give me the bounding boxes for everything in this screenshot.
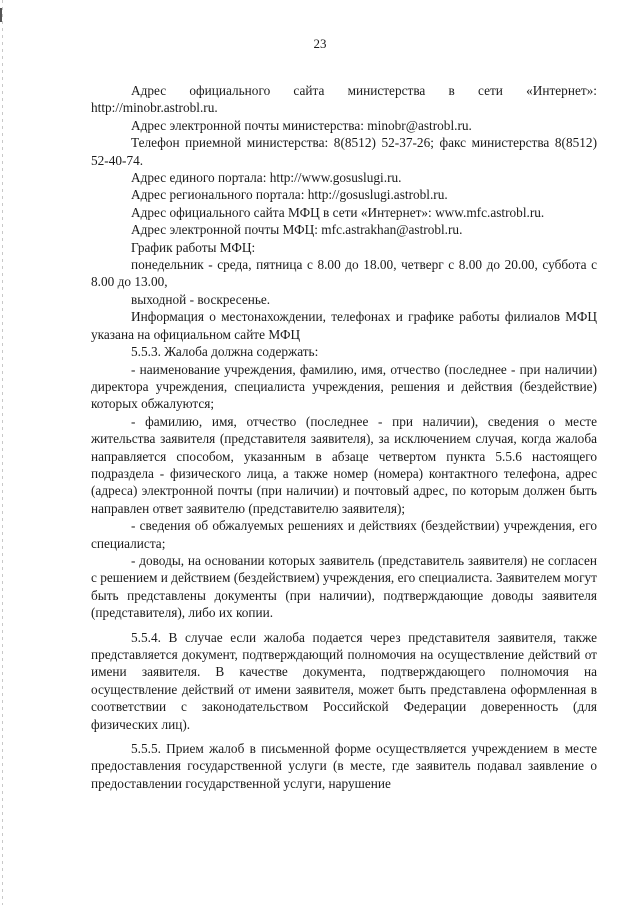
paragraph: - фамилию, имя, отчество (последнее - при наличии), сведения о месте жительства заявителя (представителя заявителя), за исключением случая, когда жалоба направляется способом, указанным в абзаце четвертом пункта 5.5.6 настоящего подраздела - физического лица, а также номер (номера) контактного телефона, адрес (адреса) электронной почты (при наличии) и почтовый адрес, по которым должен быть направлен ответ заявителю (представителю заявителя);: [91, 413, 597, 516]
paragraph: Адрес электронной почты МФЦ: mfc.astrakhan@astrobl.ru.: [131, 222, 463, 238]
page-number: 23: [313, 36, 327, 51]
paragraph: 5.5.4. В случае если жалоба подается через представителя заявителя, также представляется документ, подтверждающий полномочия на осуществление действий от имени заявителя. В качестве документа, подтверждающего полномочия на осуществление действий от имени заявителя, может быть представлена оформленная в соответствии с законодательством Российской Федерации доверенность (для физических лиц).: [91, 629, 597, 732]
paragraph: Адрес регионального портала: http://gosuslugi.astrobl.ru.: [131, 187, 448, 203]
paragraph: График работы МФЦ:: [131, 239, 256, 255]
paragraph: выходной - воскресенье.: [131, 291, 271, 307]
paragraph: Телефон приемной министерства: 8(8512) 52-37-26; факс министерства 8(8512) 52-40-74.: [91, 135, 597, 168]
paragraph: Информация о местонахождении, телефонах и графике работы филиалов МФЦ указана на официальном сайте МФЦ: [91, 309, 597, 342]
paragraph: Адрес официального сайта МФЦ в сети «Интернет»: www.mfc.astrobl.ru.: [131, 204, 545, 220]
paragraph: Адрес электронной почты министерства: minobr@astrobl.ru.: [131, 117, 472, 133]
paragraph: 5.5.5. Прием жалоб в письменной форме осуществляется учреждением в месте предоставления государственной услуги (в месте, где заявитель подавал заявление о предоставлении государственной услуги, нарушение: [91, 741, 597, 791]
paragraph: Адрес единого портала: http://www.gosuslugi.ru.: [131, 170, 402, 186]
page-edge: [2, 0, 3, 905]
paragraph: - сведения об обжалуемых решениях и действиях (бездействии) учреждения, его специалиста;: [91, 518, 597, 551]
page-mark: [0, 8, 2, 22]
paragraph: понедельник - среда, пятница с 8.00 до 18.00, четверг с 8.00 до 20.00, суббота с 8.00 до 13.00,: [91, 257, 597, 290]
paragraph: - наименование учреждения, фамилию, имя, отчество (последнее - при наличии) директора учреждения, специалиста учреждения, решения и действия (бездействие) которых обжалуются;: [91, 361, 597, 412]
paragraph: 5.5.3. Жалоба должна содержать:: [131, 344, 319, 360]
document-body: [91, 82, 597, 792]
paragraph: Адрес официального сайта министерства в сети «Интернет»: http://minobr.astrobl.ru.: [91, 83, 597, 116]
paragraph: - доводы, на основании которых заявитель (представитель заявителя) не согласен с решением и действием (бездействием) учреждения, его специалиста. Заявителем могут быть представлены документы (при наличии), подтверждающие доводы заявителя (представителя), либо их копии.: [91, 552, 597, 621]
